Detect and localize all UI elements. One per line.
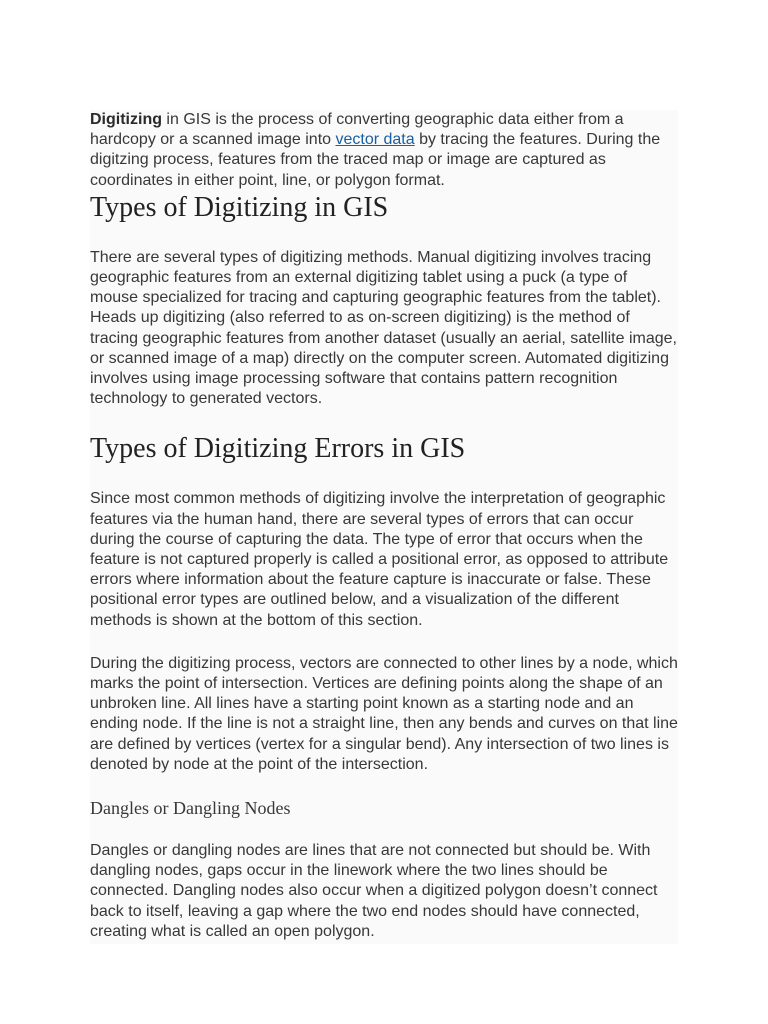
heading-types-of-digitizing: Types of Digitizing in GIS bbox=[90, 191, 389, 223]
intro-text-part-1: in GIS is the process of converting geographic data either from a hardcopy or a scanned image into bbox=[90, 111, 624, 149]
intro-bold-term: Digitizing bbox=[90, 111, 162, 128]
types-paragraph: There are several types of digitizing methods. Manual digitizing involves tracing geographic features from an external digitizing tablet using a puck (a type of mouse specialized for tracing and capturing geographic features from the tablet). Heads up digitizing (also referred to as on-screen digitizing) is the method of tracing geographic features from another dataset (usually an aerial, satellite image, or scanned image of a map) directly on the computer screen. Automated digitizing involves using image processing software that contains pattern recognition technology to generated vectors. bbox=[90, 248, 677, 408]
intro-paragraph bbox=[90, 110, 678, 191]
errors-paragraph-2: During the digitizing process, vectors are connected to other lines by a node, which marks the point of intersection. Vertices are defining points along the shape of an unbroken line. All lines have a starting point known as a starting node and an ending node. If the line is not a straight line, then any bends and curves on that line are defined by vertices (vertex for a singular bend). Any intersection of two lines is denoted by node at the point of the intersection. bbox=[90, 654, 678, 773]
dangles-paragraph: Dangles or dangling nodes are lines that are not connected but should be. With dangling nodes, gaps occur in the linework where the two lines should be connected. Dangling nodes also occur when a digitized polygon doesn’t connect back to itself, leaving a gap where the two end nodes should have connected, creating what is called an open polygon. bbox=[90, 842, 658, 940]
heading-digitizing-errors: Types of Digitizing Errors in GIS bbox=[90, 433, 466, 465]
intro-text-part-2: by tracing the features. During the digitzing process, features from the traced map or image are captured as coordinates in either point, line, or polygon format. bbox=[90, 131, 661, 189]
vector-data-link[interactable]: vector data bbox=[335, 131, 415, 149]
errors-paragraph-1: Since most common methods of digitizing involve the interpretation of geographic features via the human hand, there are several types of errors that can occur during the course of capturing the data. The type of error that occurs when the feature is not captured properly is called a positional error, as opposed to attribute errors where information about the feature capture is inaccurate or false. These positional error types are outlined below, and a visualization of the different methods is shown at the bottom of this section. bbox=[90, 490, 669, 629]
document-content bbox=[90, 110, 678, 944]
heading-dangles: Dangles or Dangling Nodes bbox=[90, 798, 291, 819]
